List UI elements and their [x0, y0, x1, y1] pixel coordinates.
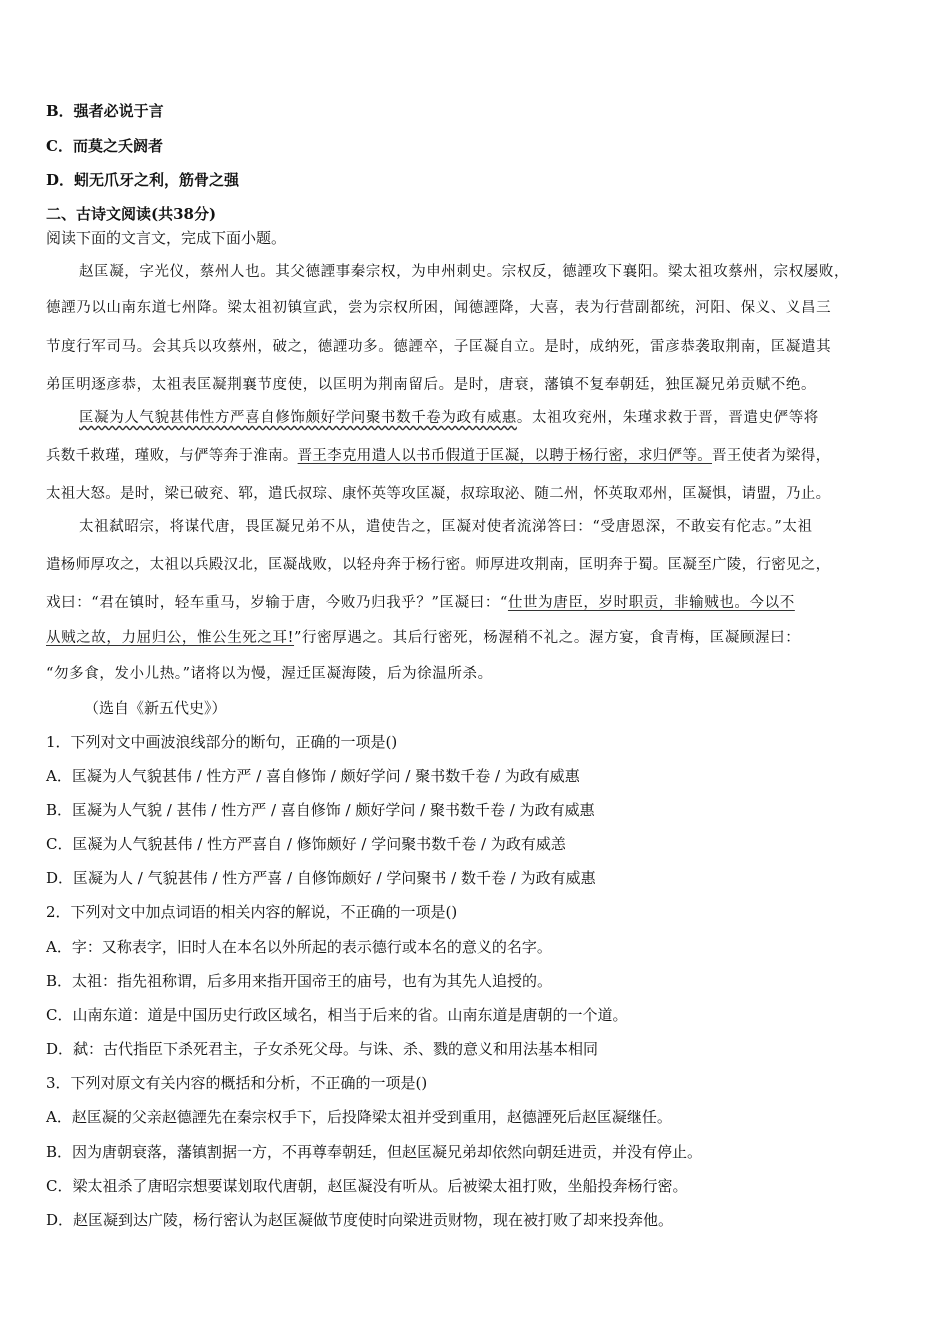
option-d-prev: D．蚓无爪牙之利，筋骨之强: [46, 171, 240, 189]
question-3-option-c[interactable]: C．梁太祖杀了唐昭宗想要谋划取代唐朝，赵匡凝没有听从。后被梁太祖打败，坐船投奔杨行密。: [46, 1177, 688, 1195]
passage-p3-line5: “勿多食，发小儿热。”诸将以为慢，渥迁匡凝海陵，后为徐温所杀。: [46, 666, 493, 682]
option-c-prev: C．而莫之夭阏者: [46, 137, 163, 155]
passage-p3-line2: 遣杨师厚攻之，太祖以兵殿汉北，匡凝战败，以轻舟奔于杨行密。师厚进攻荆南，匡明奔于蜀。匡凝至广陵，行密见之，: [46, 557, 831, 573]
passage-text: ”行密厚遇之。其后行密死，杨渥稍不礼之。渥方宴，食青梅，匡凝顾渥曰：: [294, 630, 801, 646]
question-1-stem: 1．下列对文中画波浪线部分的断句，正确的一项是(): [46, 733, 398, 751]
wavy-underlined-text: 匡凝为人气貌甚伟性方严喜自修饰颇好学问聚书数千卷为政有威惠: [79, 410, 517, 426]
underlined-text: 晋王李克用遣人以书币假道于匡凝，以聘于杨行密，求归俨等。: [297, 448, 713, 464]
question-2-option-a[interactable]: A．字：又称表字，旧时人在本名以外所起的表示德行或本名的意义的名字。: [46, 938, 552, 956]
question-3-option-d[interactable]: D．赵匡凝到达广陵，杨行密认为赵匡凝做节度使时向梁进贡财物，现在被打败了却来投奔他。: [46, 1211, 674, 1229]
question-1-option-c[interactable]: C．匡凝为人气貌甚伟 / 性方严喜自 / 修饰颇好 / 学问聚书数千卷 / 为政有威恙: [46, 835, 566, 853]
section-heading: 二、古诗文阅读(共38分): [46, 205, 217, 223]
passage-p1-line2: 德諲乃以山南东道七州降。梁太祖初镇宣武，尝为宗权所困，闻德諲降，大喜，表为行营副都统，河阳、保义、义昌三: [46, 300, 832, 316]
passage-p3-line4: [46, 628, 800, 648]
question-2-option-b[interactable]: B．太祖：指先祖称谓，后多用来指开国帝王的庙号，也有为其先人追授的。: [46, 972, 553, 990]
passage-p3-line1: 太祖弑昭宗，将谋代唐，畏匡凝兄弟不从，遣使告之，匡凝对使者流涕答曰：“受唐恩深，不敢妄有佗志。”太祖: [79, 519, 813, 535]
passage-p3-line3: [46, 593, 795, 613]
question-3-stem: 3．下列对原文有关内容的概括和分析，不正确的一项是(): [46, 1074, 428, 1092]
passage-p1-line4: 弟匡明逐彦恭，太祖表匡凝荆襄节度使，以匡明为荆南留后。是时，唐衰，藩镇不复奉朝廷，独匡凝兄弟贡赋不绝。: [46, 377, 817, 393]
passage-text: 兵数千救瑾，瑾败，与俨等奔于淮南。: [46, 448, 298, 464]
underlined-text: 从贼之故，力屈归公，惟公生死之耳!: [46, 630, 295, 646]
question-1-option-b[interactable]: B．匡凝为人气貌 / 甚伟 / 性方严 / 喜自修饰 / 颇好学问 / 聚书数千卷 / 为政有威惠: [46, 801, 595, 819]
passage-p2-line2: [46, 446, 830, 466]
passage-p2-line1: [79, 408, 819, 428]
question-3-option-b[interactable]: B．因为唐朝衰落，藩镇割据一方，不再尊奉朝廷，但赵匡凝兄弟却依然向朝廷进贡，并没有停止。: [46, 1143, 703, 1161]
passage-text: 。太祖攻兖州，朱瑾求救于晋，晋遣史俨等将: [516, 410, 819, 426]
question-3-option-a[interactable]: A．赵匡凝的父亲赵德諲先在秦宗权手下，后投降梁太祖并受到重用，赵德諲死后赵匡凝继任。: [46, 1108, 672, 1126]
question-2-stem: 2．下列对文中加点词语的相关内容的解说，不正确的一项是(): [46, 903, 458, 921]
question-2-option-c[interactable]: C．山南东道：道是中国历史行政区域名，相当于后来的省。山南东道是唐朝的一个道。: [46, 1006, 628, 1024]
question-1-option-a[interactable]: A．匡凝为人气貌甚伟 / 性方严 / 喜自修饰 / 颇好学问 / 聚书数千卷 / 为政有威惠: [46, 767, 580, 785]
passage-p1-line3: 节度行军司马。会其兵以攻蔡州，破之，德諲功多。德諲卒，子匡凝自立。是时，成纳死，雷彦恭袭取荆南，匡凝遣其: [46, 339, 832, 355]
underlined-text: 仕世为唐臣，岁时职贡，非输贼也。今以不: [507, 595, 795, 611]
passage-text: 戏曰：“君在镇时，轻车重马，岁输于唐，今败乃归我乎？”匡凝曰：“: [46, 595, 508, 611]
question-2-option-d[interactable]: D．弑：古代指臣下杀死君主，子女杀死父母。与诛、杀、戮的意义和用法基本相同: [46, 1040, 599, 1058]
passage-p2-line3: 太祖大怒。是时，梁已破兖、郓，遣氏叔琮、康怀英等攻匡凝，叔琮取泌、随二州，怀英取邓州，匡凝惧，请盟，乃止。: [46, 486, 831, 502]
section-instruction: 阅读下面的文言文，完成下面小题。: [46, 229, 287, 247]
question-1-option-d[interactable]: D．匡凝为人 / 气貌甚伟 / 性方严喜 / 自修饰颇好 / 学问聚书 / 数千卷 / 为政有威惠: [46, 869, 596, 887]
passage-text: 晋王使者为梁得，: [712, 448, 831, 464]
option-b-prev: B．强者必说于言: [46, 102, 164, 120]
passage-source: （选自《新五代史》）: [84, 699, 227, 717]
passage-p1-line1: 赵匡凝，字光仪，蔡州人也。其父德諲事秦宗权，为申州刺史。宗权反，德諲攻下襄阳。梁太祖攻蔡州，宗权屡败，: [79, 264, 850, 280]
